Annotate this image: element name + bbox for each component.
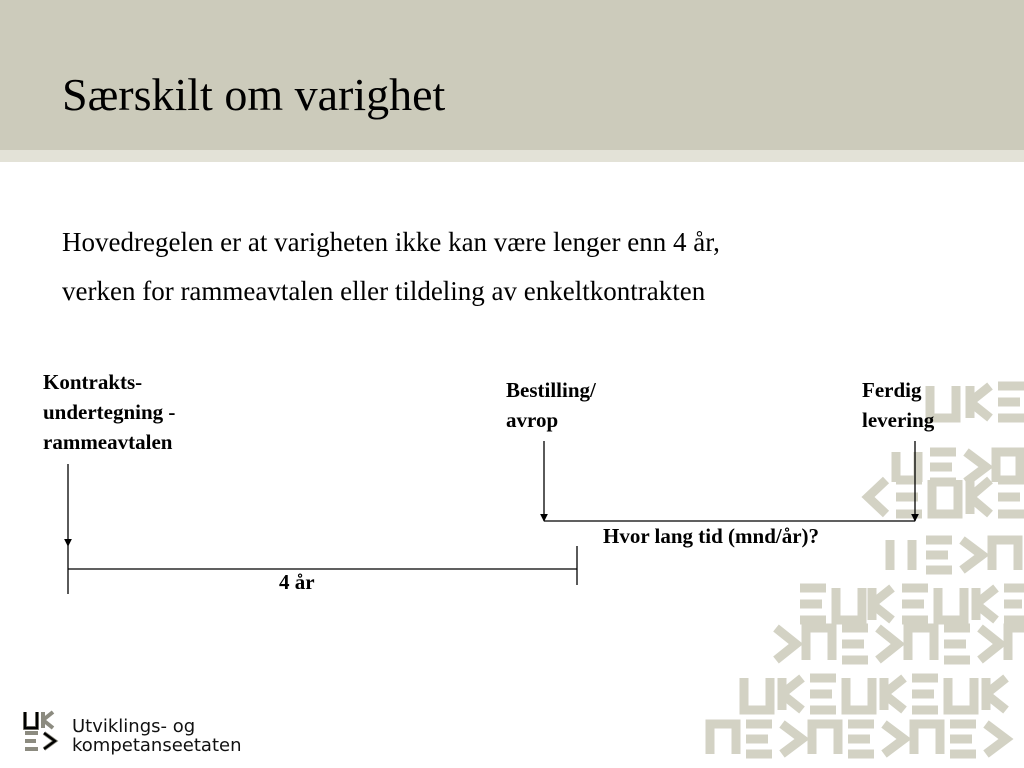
order-label-line-1: Bestilling/	[506, 378, 596, 402]
duration-question-label: Hvor lang tid (mnd/år)?	[603, 524, 820, 548]
start-label-line-3: rammeavtalen	[43, 430, 173, 454]
framework-duration-label: 4 år	[279, 570, 315, 594]
delivery-label-line-1: Ferdig	[862, 378, 922, 402]
uke-pattern-watermark	[690, 370, 1024, 768]
slide-title: Særskilt om varighet	[62, 69, 446, 120]
header-stripe	[0, 150, 1024, 162]
start-label-line-2: undertegning -	[43, 400, 176, 424]
body-line-2: verken for rammeavtalen eller tildeling av enkeltkontrakten	[62, 276, 706, 306]
uke-logo-icon	[22, 710, 62, 752]
org-name-line-1: Utviklings- og	[72, 716, 196, 737]
delivery-label-line-2: levering	[862, 408, 935, 432]
org-name-line-2: kompetanseetaten	[72, 735, 242, 756]
body-line-1: Hovedregelen er at varigheten ikke kan være lenger enn 4 år,	[62, 227, 720, 257]
order-label-line-2: avrop	[506, 408, 559, 432]
start-label-line-1: Kontrakts-	[43, 370, 143, 394]
